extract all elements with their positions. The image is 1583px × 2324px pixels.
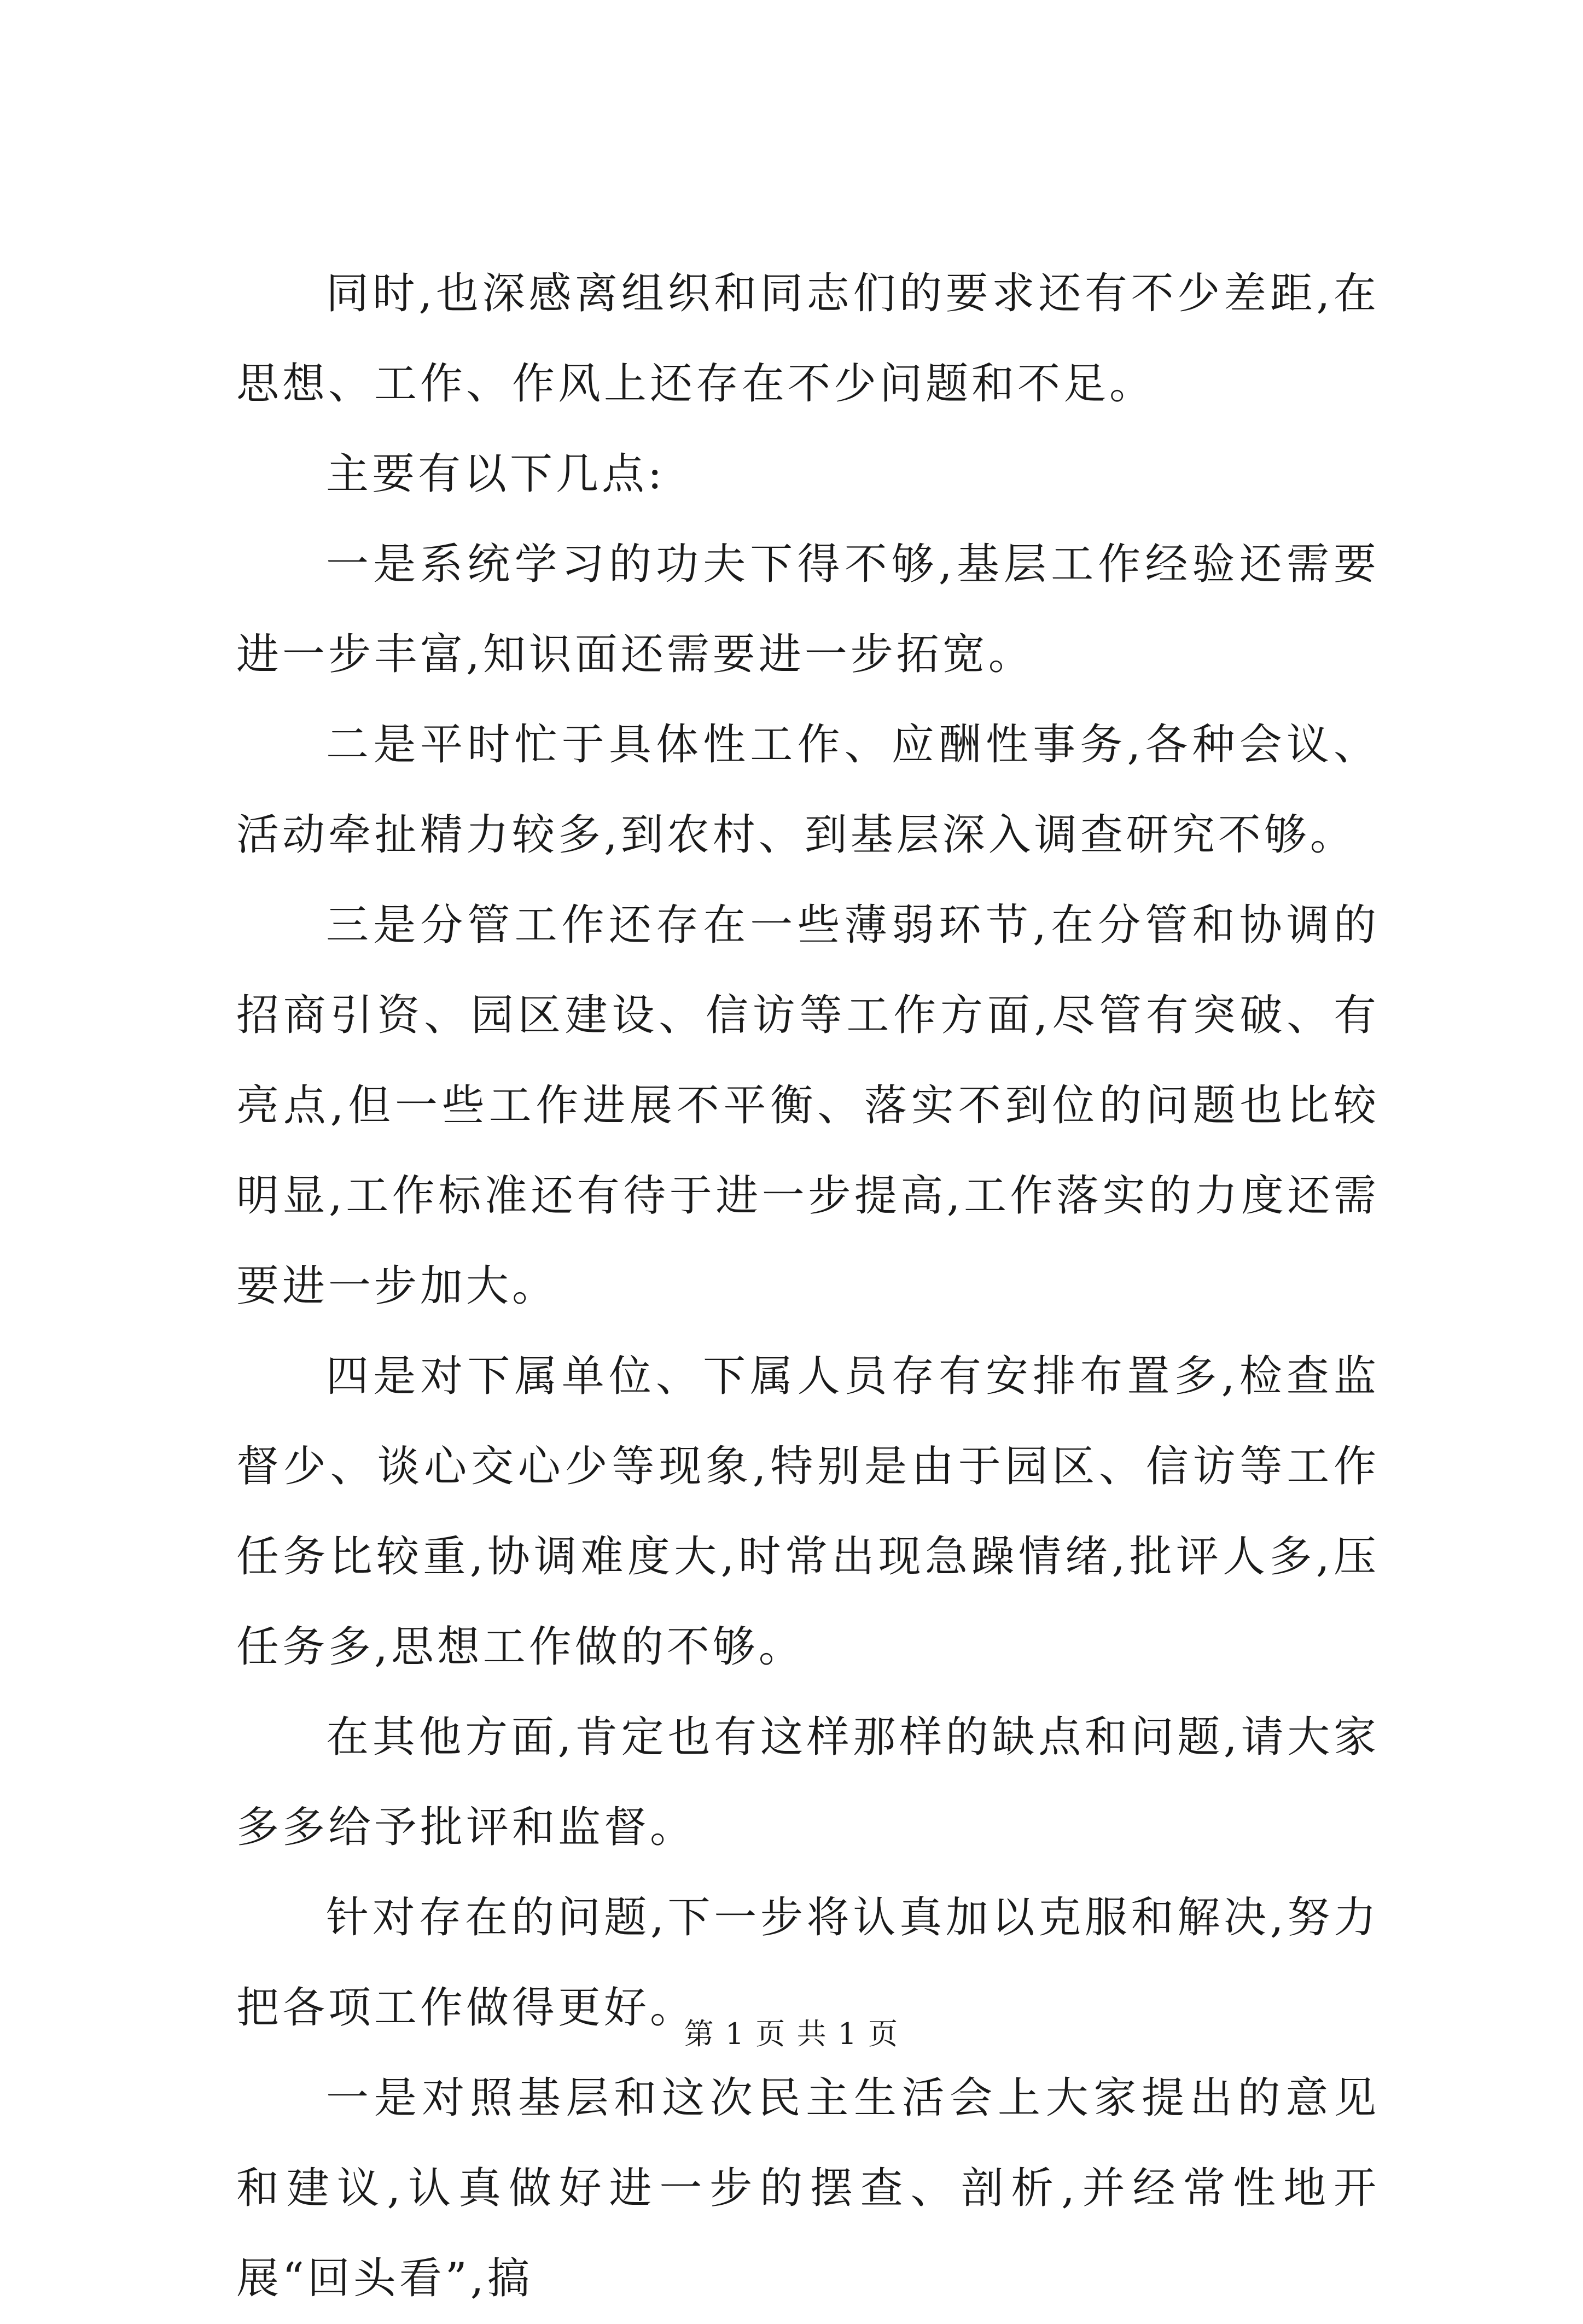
paragraph: 一是系统学习的功夫下得不够,基层工作经验还需要进一步丰富,知识面还需要进一步拓宽。 — [236, 540, 1380, 679]
paragraph: 同时,也深感离组织和同志们的要求还有不少差距,在思想、工作、作风上还存在不少问题和不足。 — [236, 269, 1380, 408]
paragraph: 三是分管工作还存在一些薄弱环节,在分管和协调的招商引资、园区建设、信访等工作方面,尽管有突破、有亮点,但一些工作进展不平衡、落实不到位的问题也比较明显,工作标准还有待于进一步提高,工作落实的力度还需要进一步加大。 — [236, 901, 1380, 1311]
paragraph: 一是对照基层和这次民主生活会上大家提出的意见和建议,认真做好进一步的摆查、剖析,并经常性地开展“回头看”,搞 — [236, 2074, 1380, 2303]
paragraph: 针对存在的问题,下一步将认真加以克服和解决,努力把各项工作做得更好。 — [236, 1893, 1380, 2033]
paragraph: 在其他方面,肯定也有这样那样的缺点和问题,请大家多多给予批评和监督。 — [236, 1713, 1380, 1852]
paragraph: 四是对下属单位、下属人员存有安排布置多,检查监督少、谈心交心少等现象,特别是由于园区、信访等工作任务比较重,协调难度大,时常出现急躁情绪,批评人多,压任务多,思想工作做的不够。 — [236, 1352, 1380, 1672]
page-footer: 第 1 页 共 1 页 — [684, 2017, 899, 2051]
paragraph: 二是平时忙于具体性工作、应酬性事务,各种会议、活动牵扯精力较多,到农村、到基层深入调查研究不够。 — [236, 720, 1380, 860]
paragraph: 主要有以下几点: — [326, 449, 666, 499]
